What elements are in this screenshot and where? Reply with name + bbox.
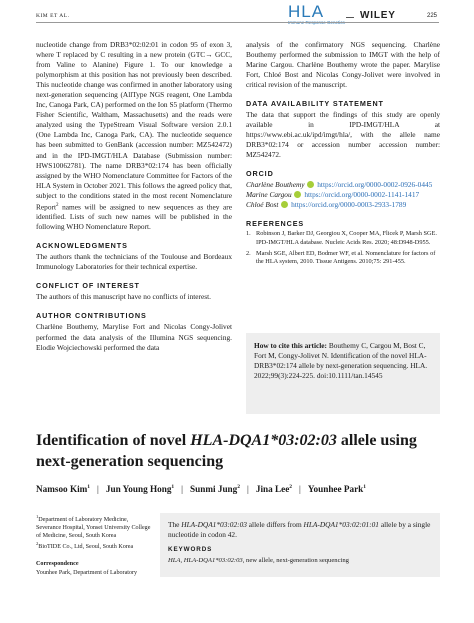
orcid-link[interactable]: https://orcid.org/0000-0003-2933-1789 (291, 200, 407, 210)
orcid-icon (294, 191, 301, 198)
author-list: Namsoo Kim$^1$ | Jun Young Hong$^1$ | Sunmi Jung$^2$ | Jina Lee$^2$ | Younhee Park$^1$ (36, 484, 367, 495)
reference-item (246, 250, 440, 267)
affiliation-item: $^1$Department of Laboratory Medicine, Severance Hospital, Yonsei University College of Medicine, Seoul, South Korea (36, 514, 151, 540)
orcid-name: Marine Cargou (246, 190, 292, 200)
reference-text: Robinson J, Barker DJ, Georgiou X, Cooper MA, Flicek P, Marsh SGE. IPD-IMGT/HLA database. Nucleic Acids Res. 2020; 48:D948-D955. (256, 230, 437, 247)
reference-text: Marsh SGE, Albert ED, Bodmer WF, et al. Nomenclature for factors of the HLA system, 2010. Tissue Antigens. 2010;75: 291-455. (256, 249, 436, 266)
acknowledgments-text: The authors thank the technicians of the Toulouse and Bordeaux Immunology Laboratories for their technical expertise. (36, 252, 232, 272)
article-title: Identification of novel HLA-DQA1*03:02:03 allele using next-generation sequencing (36, 432, 417, 470)
abstract-text: The HLA-DQA1*03:02:03 allele differs from HLA-DQA1*03:02:01:01 allele by a single nucleotide in codon 42. (168, 520, 431, 539)
orcid-link[interactable]: https://orcid.org/0000-0002-0926-0445 (317, 180, 433, 190)
abstract-box (160, 513, 440, 577)
reference-number: 1. (246, 230, 251, 238)
acknowledgments-heading: ACKNOWLEDGMENTS (36, 241, 128, 251)
title-allele: HLA-DQA1*03:02:03 (190, 432, 337, 449)
correspondence-label: Correspondence (36, 561, 79, 568)
keywords-heading: KEYWORDS (168, 546, 213, 553)
citation-text: Bouthemy C, Cargou M, Bost C, Fort M, Congy-Jolivet N. Identification of the novel HLA-DRB3*02:174 allele by next-generation sequencing. HLA. 2022;99(3):224-225. doi:10.1111/tan.14545 (254, 341, 428, 381)
affiliations (36, 513, 154, 577)
author: Sunmi Jung$^2$ (190, 484, 241, 495)
contributions-text: Charlène Bouthemy, Marylise Fort and Nicolas Congy-Jolivet performed the data analysis of the Illumina NGS sequencing. Elodie Wojciechowski performed the data (36, 322, 232, 352)
orcid-name: Chloé Bost (246, 200, 279, 210)
conflict-text: The authors of this manuscript have no conflicts of interest. (36, 292, 211, 302)
orcid-icon (307, 181, 314, 188)
orcid-entry (246, 180, 440, 190)
contributions-heading: AUTHOR CONTRIBUTIONS (36, 311, 147, 321)
orcid-entry (246, 190, 440, 200)
orcid-icon (281, 201, 288, 208)
orcid-link[interactable]: https://orcid.org/0000-0002-1141-1417 (304, 190, 420, 200)
orcid-entry (246, 200, 440, 210)
header-divider (36, 22, 439, 23)
header-rule (346, 17, 354, 18)
author: Jina Lee$^2$ (255, 484, 293, 495)
reference-number: 2. (246, 249, 251, 257)
keywords-list: HLA, HLA-DQA1*03:02:03, new allele, next-generation sequencing (168, 557, 349, 564)
page-number: 225 (427, 13, 438, 19)
running-head: KIM ET AL. (36, 13, 70, 19)
right-column (246, 40, 440, 269)
contributions-continued: analysis of the confirmatory NGS sequencing. Charlène Bouthemy performed the submission to IMGT with the help of Marine Cargou. Charlène Bouthemy wrote the paper. Marylise Fort, Chloé Bost and Nicolas Congy-Jolivet were involved in critical revision of the manuscript. (246, 40, 440, 90)
author: Namsoo Kim$^1$ (36, 484, 91, 495)
references-heading: REFERENCES (246, 219, 305, 229)
data-availability-text: The data that support the findings of this study are openly available in IPD-IMGT/HLA at https://www.ebi.ac.uk/ipd/imgt/hla/, with the allele name DRB3*02:174 or accession number accession number: MZ542472. (246, 110, 440, 160)
orcid-heading: ORCID (246, 169, 274, 179)
citation-label: How to cite this article: (254, 341, 328, 350)
reference-item (246, 230, 440, 247)
intro-paragraph: nucleotide change from DRB3*02:02:01 in codon 95 of exon 3, where T replaced by C resulting in a new protein (GTC→ GCC, from Valine to Alanine) Figure 1. To our knowledge a polymorphism at this position has not previously been described. This nucleotide change was confirmed in another laboratory using next-generation sequencing (AllType NGS reagent, One Lambda Inc, Canoga Park, CA) performed on the Ion S5 platform (Thermo Fisher Scientific, Waltham, Massachusetts) and the reads were analyzed using the TypeStream Visual Software version 2.0.1 (One Lambda Inc, Canoga Park, CA). The nucleotide sequence has been submitted to GenBank (accession number: MZ542472) and in the IPD-IMGT/HLA Database (Submission number: HWS10062781). The name DRB3*02:174 has been officially assigned by the WHO Nomenclature Committee for Factors of the HLA System in October 2021. This follows the agreed policy that, subject to the conditions stated in the most recent Nomenclature Report$^2$ names will be assigned to new sequences as they are identified. Lists of such new names will be published in the following WHO Nomenclature Report. (36, 40, 232, 232)
correspondence-text: Younhee Park, Department of Laboratory (36, 569, 138, 576)
footnote-mark: 2 (56, 202, 59, 208)
left-column (36, 40, 232, 353)
data-availability-heading: DATA AVAILABILITY STATEMENT (246, 99, 384, 109)
affiliation-item: $^2$BioTIDE Co., Ltd, Seoul, South Korea (36, 541, 134, 551)
orcid-name: Charlène Bouthemy (246, 180, 305, 190)
publisher-logo: WILEY (360, 10, 396, 21)
conflict-heading: CONFLICT OF INTEREST (36, 281, 140, 291)
author: Younhee Park$^1$ (307, 484, 367, 495)
logo-text: HLA (288, 2, 325, 21)
citation-box (246, 333, 440, 414)
author: Jun Young Hong$^1$ (105, 484, 175, 495)
